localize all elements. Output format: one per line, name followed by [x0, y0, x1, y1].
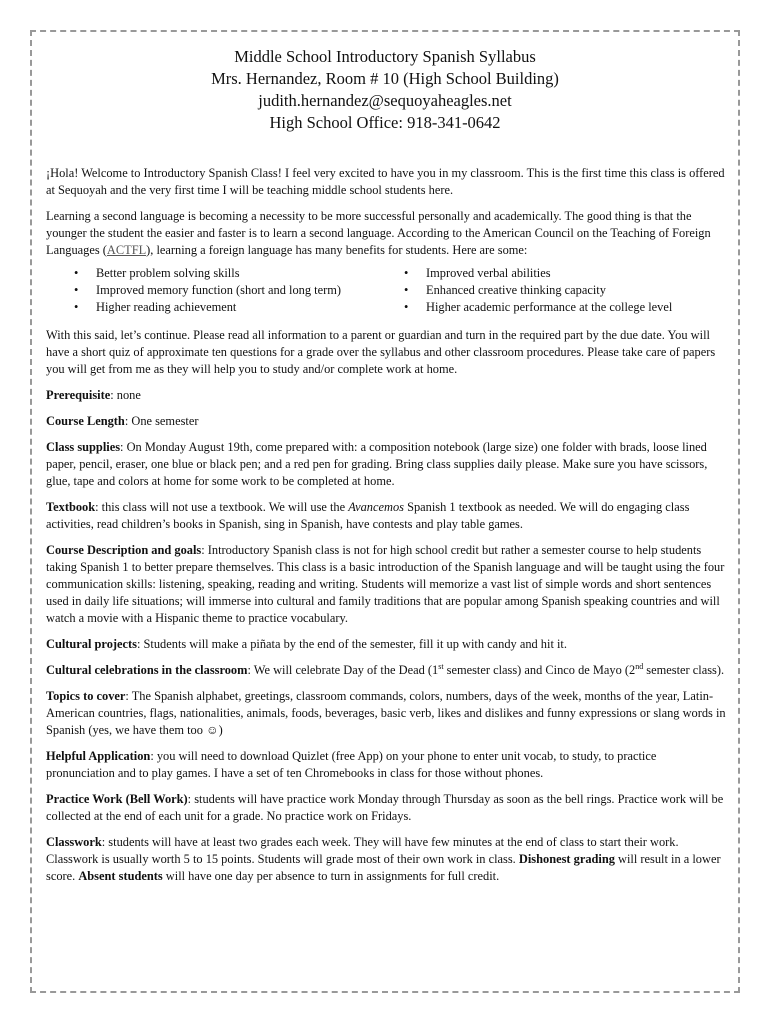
course-description-label: Course Description and goals — [46, 543, 202, 557]
helpful-app-section — [46, 748, 726, 782]
course-length-label: Course Length — [46, 414, 125, 428]
benefits-list — [46, 265, 726, 316]
cultural-celebrations-section — [46, 662, 726, 679]
textbook-text-end: Spanish 1 textbook as needed. We will do engaging class activities, read children’s books in Spanish, sing in Spanish, have contests and play table games. — [46, 500, 690, 531]
benefits-paragraph — [46, 208, 726, 259]
practice-work-section — [46, 791, 726, 825]
teacher-line: Mrs. Hernandez, Room # 10 (High School Building) — [211, 69, 559, 88]
cultural-celebrations-label: Cultural celebrations in the classroom — [46, 663, 248, 677]
textbook-label: Textbook — [46, 500, 96, 514]
helpful-app-label: Helpful Application — [46, 749, 151, 763]
teacher-email: judith.hernandez@sequoyaheagles.net — [258, 91, 512, 110]
classwork-text-2: will result in a lower score. — [46, 852, 721, 883]
topics-text: : The Spanish alphabet, greetings, classroom commands, colors, numbers, days of the week, months of the year, Latin-American countries, flags, nationalities, animals, foods, beverages, basic verb, likes and dislikes and funny expressions or slang words in Spanish (yes, we have them too ☺) — [46, 689, 726, 737]
list-item: • Better problem solving skills — [96, 265, 386, 282]
actfl-link[interactable]: ACTFL — [106, 243, 147, 257]
syllabus-header — [0, 46, 770, 134]
celebrations-sup-1: st — [438, 661, 444, 671]
topics-section — [46, 688, 726, 739]
dishonest-grading-label: Dishonest grading — [518, 852, 615, 866]
prerequisite-label: Prerequisite — [46, 388, 111, 402]
absent-students-label: Absent students — [78, 869, 163, 883]
cultural-projects-section — [46, 636, 726, 653]
course-description-section — [46, 542, 726, 627]
helpful-app-text: : you will need to download Quizlet (free App) on your phone to enter unit vocab, to study, to practice pronunciation and to play games. I have a set of ten Chromebooks in class for those without phones. — [46, 749, 657, 780]
benefits-text-end: ), learning a foreign language has many benefits for students. Here are some: — [146, 243, 528, 257]
celebrations-text-1: : We will celebrate Day of the Dead (1 — [247, 663, 439, 677]
class-supplies-text: : On Monday August 19th, come prepared with: a composition notebook (large size) one folder with brads, loose lined paper, pencil, eraser, one blue or black pen; and a red pen for grading. Bring class supplies daily please. Make sure you have scissors, glue, tape and colors at home for some work to be completed at home. — [46, 440, 708, 488]
practice-work-label: Practice Work (Bell Work) — [46, 792, 188, 806]
textbook-text-start: : this class will not use a textbook. We will use the — [95, 500, 349, 514]
benefits-list-left — [46, 265, 386, 316]
classwork-section — [46, 834, 726, 885]
syllabus-body — [46, 165, 726, 894]
practice-work-text: : students will have practice work Monday through Thursday as soon as the bell rings. Practice work will be collected at the end of each unit for a grade. No practice work on Fridays. — [46, 792, 724, 823]
list-item: • Improved memory function (short and long term) — [96, 282, 386, 299]
list-item: • Higher academic performance at the college level — [426, 299, 726, 316]
list-item: • Higher reading achievement — [96, 299, 386, 316]
classwork-text-1: : students will have at least two grades each week. They will have few minutes at the end of class to start their work. Classwork is usually worth 5 to 15 points. Students will grade most of their own work in class. — [46, 835, 679, 866]
class-supplies-label: Class supplies — [46, 440, 121, 454]
celebrations-text-2: semester class) and Cinco de Mayo (2 — [443, 663, 636, 677]
cultural-projects-label: Cultural projects — [46, 637, 137, 651]
list-item: • Improved verbal abilities — [426, 265, 726, 282]
prerequisite-section — [46, 387, 726, 404]
prerequisite-text: : none — [110, 388, 141, 402]
celebrations-text-3: semester class). — [643, 663, 725, 677]
list-item: • Enhanced creative thinking capacity — [426, 282, 726, 299]
topics-label: Topics to cover — [46, 689, 126, 703]
continue-paragraph: With this said, let’s continue. Please read all information to a parent or guardian and turn in the required part by the due date. You will have a short quiz of approximate ten questions for a grade over the syllabus and other classroom procedures. Please take care of papers you will get from me as they will help you to study and/or complete work at home. — [46, 328, 716, 376]
textbook-section — [46, 499, 726, 533]
welcome-paragraph: ¡Hola! Welcome to Introductory Spanish Class! I feel very excited to have you in my classroom. This is the first time this class is offered at Sequoyah and the very first time I will be teaching middle school students here. — [46, 166, 725, 197]
benefits-list-right — [386, 265, 726, 316]
course-length-section — [46, 413, 726, 430]
class-supplies-section — [46, 439, 726, 490]
classwork-text-3: will have one day per absence to turn in assignments for full credit. — [162, 869, 500, 883]
benefits-text-start: Learning a second language is becoming a necessity to be more successful personally and academically. The good thing is that the younger the student the easier and faster is to learn a second language. According to the American Council on the Teaching of Foreign Languages ( — [46, 209, 711, 257]
cultural-projects-text: : Students will make a piñata by the end of the semester, fill it up with candy and hit it. — [136, 637, 567, 651]
celebrations-sup-2: nd — [635, 661, 644, 671]
syllabus-title: Middle School Introductory Spanish Syllabus — [234, 47, 536, 66]
classwork-label: Classwork — [46, 835, 102, 849]
course-length-text: : One semester — [124, 414, 199, 428]
course-description-text: : Introductory Spanish class is not for high school credit but rather a semester course to help students taking Spanish 1 to better prepare themselves. This class is a basic introduction of the Spanish language and will be taught using the four communication skills: listening, speaking, reading and writing. Students will memorize a vast list of simple words and short sentences used in daily life situations; will immerse into cultural and family traditions that are popular among Spanish speaking countries and will watch a movie with a Hispanic theme to practice vocabulary. — [46, 543, 725, 625]
textbook-title: Avancemos — [348, 500, 404, 514]
office-phone: High School Office: 918-341-0642 — [269, 113, 501, 132]
